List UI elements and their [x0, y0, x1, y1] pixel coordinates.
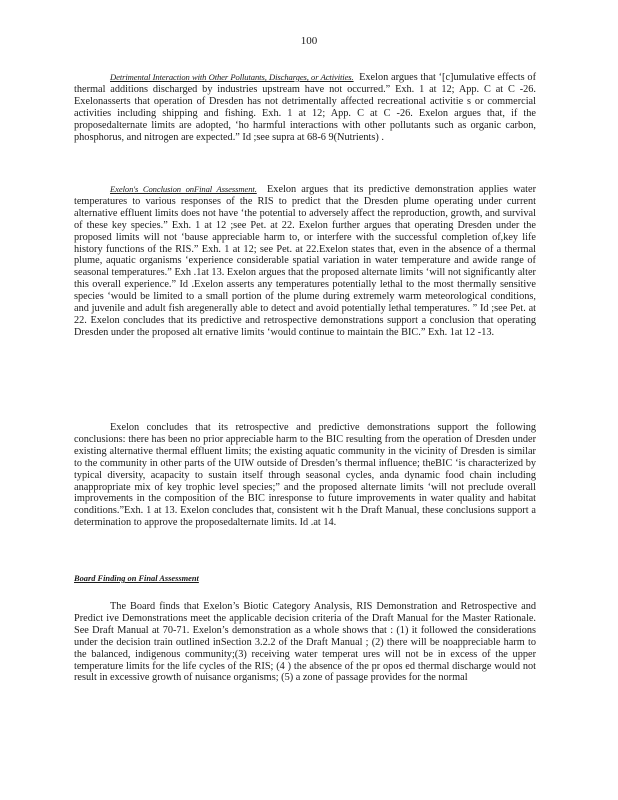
section-heading: Exelon's Conclusion onFinal Assessment. — [110, 184, 257, 194]
paragraph — [74, 184, 536, 339]
section-board-finding — [74, 601, 536, 684]
paragraph — [74, 601, 536, 684]
paragraph-text: Exelon argues that ‘[c]umulative effects of thermal additions discharged by industries upstream have not occurred.” Exh. 1 at 12; App. C at C -26. Exelonasserts that operation of Dresden has not detrimentally affected recreational activitie s or commercial activities including shipping and fishing. Exh. 1 at 12; App. C at C -26. Exelon argues that, if the proposedalternate limits are adopted, ‘ho harmful interactions with other pollutants such as organic carbon, phosphorus, and nitrogen are expected.” Id ;see supra at 68-6 9(Nutrients) . — [74, 72, 536, 143]
page-number: 100 — [300, 35, 318, 47]
paragraph-text: Exelon argues that its predictive demonstration applies water temperatures to various responses of the RIS to predict that the Dresden plume operating under current alternative effluent limits does not have ‘the potential to adversely affect the reproduction, growth, and survival of these key species.” Exh. 1 at 12 ;see Pet. at 22. Exelon further argues that operating Dresden under the proposed limits will not ‘bause appreciable harm to, or interfere with the successful completion of,key life history functions of the RIS.” Exh. 1 at 12; see Pet. at 22.Exelon states that, even in the absence of a thermal plume, aquatic organisms ‘experience considerable spatial variation in water temperature and awide range of seasonal temperatures.” Exh .1at 13. Exelon argues that the proposed alternate limits ‘will not significantly alter this overall experience.” Id .Exelon asserts any temperatures potentially lethal to the most thermally sensitive species ‘would be limited to a small portion of the plume during extremely warm meteorological conditions, and juvenile and adult fish aregenerally able to detect and avoid potentially lethal temperatures. ” Id ;see Pet. at 22. Exelon concludes that its predictive and retrospective demonstrations support a conclusion that operating Dresden under the proposed alt ernative limits ‘would continue to maintain the BIC.” Exh. 1at 12 -13. — [74, 184, 536, 338]
section-exelon-concludes — [74, 422, 536, 529]
paragraph — [74, 72, 536, 143]
paragraph-text: Exelon concludes that its retrospective and predictive demonstrations support the following conclusions: there has been no prior appreciable harm to the BIC resulting from the operation of Dresden under existing alternative thermal effluent limits; the existing aquatic community in the vicinity of Dresden is similar to the community in other parts of the UIW outside of Dresden’s thermal influence; theBIC ‘is characterized by typical diversity, acapacity to sustain itself through seasonal cycles, anda dynamic food chain including anappropriate mix of key trophic level species;” and the proposed alternate limits ‘will not preclude overall improvements in the composition of the BIC inresponse to future improvements in water quality and habitat conditions.”Exh. 1 at 13. Exelon concludes that, consistent wit h the Draft Manual, these conclusions support a determination to approve the proposedalternate limits. Id .at 14. — [74, 422, 536, 529]
section-exelon-conclusion — [74, 184, 536, 339]
board-finding-heading: Board Finding on Final Assessment — [74, 574, 199, 583]
paragraph-text: The Board finds that Exelon’s Biotic Category Analysis, RIS Demonstration and Retrospective and Predict ive Demonstrations meet the applicable decision criteria of the Draft Manual for the Master Rationale. See Draft Manual at 70-71. Exelon’s demonstration as a whole shows that : (1) it followed the considerations under the decision train outlined inSection 3.2.2 of the Draft Manual ; (2) there will be noappreciable harm to the balanced, indigenous community;(3) receiving water temperat ures will not be in excess of the upper temperature limits for the life cycles of the RIS; (4 ) the absence of the pr opos ed thermal discharge would not result in excessive growth of nuisance organisms; (5) a zone of passage provides for the normal — [74, 601, 536, 684]
paragraph — [74, 422, 536, 529]
section-detrimental-interaction — [74, 72, 536, 143]
section-heading: Detrimental Interaction with Other Pollutants, Discharges, or Activities. — [110, 72, 354, 82]
